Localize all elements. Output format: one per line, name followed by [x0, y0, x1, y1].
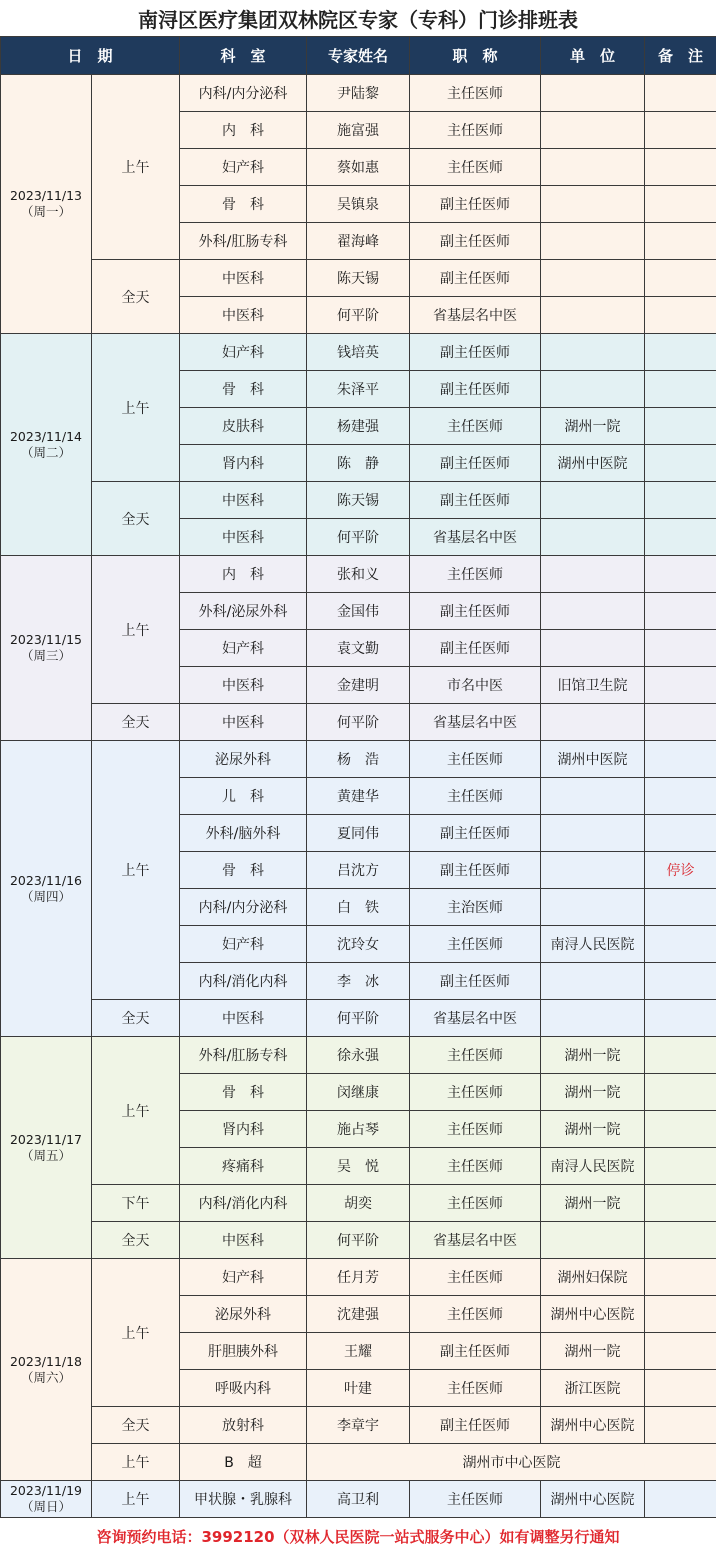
doctor-title-cell: 省基层名中医: [410, 519, 541, 556]
unit-cell: 湖州妇保院: [541, 1259, 645, 1296]
weekday-text: （周三）: [1, 648, 91, 664]
dept-cell: 泌尿外科: [180, 1296, 307, 1333]
dept-cell: 外科/脑外科: [180, 815, 307, 852]
doctor-title-cell: 主任医师: [410, 1037, 541, 1074]
dept-cell: 内科/内分泌科: [180, 889, 307, 926]
date-text: 2023/11/17: [1, 1132, 91, 1148]
unit-cell: 湖州一院: [541, 1185, 645, 1222]
date-text: 2023/11/15: [1, 632, 91, 648]
note-cell: [645, 445, 716, 482]
doctor-title-cell: 副主任医师: [410, 445, 541, 482]
period-cell: 下午: [92, 1185, 180, 1222]
doctor-name-cell: 何平阶: [307, 297, 410, 334]
doctor-title-cell: 主任医师: [410, 408, 541, 445]
weekday-text: （周五）: [1, 1148, 91, 1164]
doctor-name-cell: 高卫利: [307, 1481, 410, 1518]
doctor-name-cell: 何平阶: [307, 1000, 410, 1037]
note-cell: [645, 371, 716, 408]
dept-cell: 肾内科: [180, 445, 307, 482]
dept-cell: 中医科: [180, 704, 307, 741]
unit-cell: 湖州中心医院: [541, 1481, 645, 1518]
dept-cell: 内科/消化内科: [180, 963, 307, 1000]
dept-cell: 妇产科: [180, 149, 307, 186]
doctor-title-cell: 省基层名中医: [410, 704, 541, 741]
note-cell: [645, 1296, 716, 1333]
doctor-name-cell: 杨 浩: [307, 741, 410, 778]
doctor-name-cell: 金建明: [307, 667, 410, 704]
dept-cell: 中医科: [180, 667, 307, 704]
unit-cell: 湖州一院: [541, 408, 645, 445]
doctor-title-cell: 主任医师: [410, 1074, 541, 1111]
doctor-name-cell: 何平阶: [307, 704, 410, 741]
unit-cell: 湖州中医院: [541, 741, 645, 778]
schedule-row: [1, 556, 716, 593]
note-cell: [645, 334, 716, 371]
doctor-name-cell: 吴镇泉: [307, 186, 410, 223]
unit-cell: [541, 75, 645, 112]
header-note: 备 注: [645, 37, 716, 75]
dept-cell: B 超: [180, 1444, 307, 1481]
dept-cell: 放射科: [180, 1407, 307, 1444]
dept-cell: 甲状腺・乳腺科: [180, 1481, 307, 1518]
period-cell: 上午: [92, 1444, 180, 1481]
header-row: [1, 37, 716, 75]
doctor-title-cell: 省基层名中医: [410, 1222, 541, 1259]
note-cell: [645, 667, 716, 704]
unit-cell: 湖州中医院: [541, 445, 645, 482]
note-cell: [645, 889, 716, 926]
unit-cell: 南浔人民医院: [541, 926, 645, 963]
doctor-title-cell: 副主任医师: [410, 593, 541, 630]
schedule-row: [1, 482, 716, 519]
schedule-row: [1, 75, 716, 112]
dept-cell: 中医科: [180, 1000, 307, 1037]
unit-cell: 湖州一院: [541, 1111, 645, 1148]
unit-cell: [541, 1222, 645, 1259]
doctor-title-cell: 副主任医师: [410, 186, 541, 223]
unit-cell: 湖州中心医院: [541, 1407, 645, 1444]
doctor-title-cell: 主治医师: [410, 889, 541, 926]
doctor-name-cell: 沈玲女: [307, 926, 410, 963]
note-cell: [645, 1148, 716, 1185]
note-cell: [645, 1074, 716, 1111]
schedule-row: [1, 1481, 716, 1518]
doctor-title-cell: 副主任医师: [410, 963, 541, 1000]
note-cell: [645, 1111, 716, 1148]
doctor-name-cell: 张和义: [307, 556, 410, 593]
schedule-row: [1, 741, 716, 778]
header-title: 职 称: [410, 37, 541, 75]
unit-cell: 湖州一院: [541, 1074, 645, 1111]
note-cell: [645, 556, 716, 593]
header-name: 专家姓名: [307, 37, 410, 75]
period-cell: 全天: [92, 704, 180, 741]
unit-cell: 湖州中心医院: [541, 1296, 645, 1333]
doctor-name-cell: 李章宇: [307, 1407, 410, 1444]
period-cell: 上午: [92, 334, 180, 482]
dept-cell: 内科/消化内科: [180, 1185, 307, 1222]
dept-cell: 骨 科: [180, 852, 307, 889]
dept-cell: 中医科: [180, 519, 307, 556]
note-cell: 停诊: [645, 852, 716, 889]
schedule-row: [1, 260, 716, 297]
doctor-name-cell: 徐永强: [307, 1037, 410, 1074]
schedule-row: [1, 1037, 716, 1074]
doctor-title-cell: 副主任医师: [410, 815, 541, 852]
dept-cell: 肾内科: [180, 1111, 307, 1148]
dept-cell: 妇产科: [180, 334, 307, 371]
date-cell: [1, 1481, 92, 1518]
dept-cell: 外科/泌尿外科: [180, 593, 307, 630]
doctor-name-cell: 夏同伟: [307, 815, 410, 852]
date-text: 2023/11/16: [1, 873, 91, 889]
date-cell: [1, 741, 92, 1037]
doctor-name-cell: 吕沈方: [307, 852, 410, 889]
date-cell: [1, 1259, 92, 1481]
dept-cell: 外科/肛肠专科: [180, 223, 307, 260]
weekday-text: （周六）: [1, 1370, 91, 1386]
unit-cell: [541, 556, 645, 593]
header-date: 日 期: [1, 37, 180, 75]
note-cell: [645, 149, 716, 186]
doctor-name-cell: 白 铁: [307, 889, 410, 926]
unit-cell: [541, 334, 645, 371]
note-cell: [645, 1333, 716, 1370]
note-cell: [645, 741, 716, 778]
doctor-name-cell: 袁文勤: [307, 630, 410, 667]
doctor-name-cell: 闵继康: [307, 1074, 410, 1111]
doctor-title-cell: 主任医师: [410, 1370, 541, 1407]
weekday-text: （周二）: [1, 445, 91, 461]
unit-cell: [541, 149, 645, 186]
dept-cell: 妇产科: [180, 630, 307, 667]
doctor-title-cell: 副主任医师: [410, 1407, 541, 1444]
dept-cell: 妇产科: [180, 1259, 307, 1296]
dept-cell: 泌尿外科: [180, 741, 307, 778]
note-cell: [645, 186, 716, 223]
schedule-row: [1, 704, 716, 741]
period-cell: 上午: [92, 1259, 180, 1407]
doctor-title-cell: 主任医师: [410, 1259, 541, 1296]
doctor-title-cell: 省基层名中医: [410, 297, 541, 334]
unit-cell: [541, 371, 645, 408]
doctor-name-cell: 李 冰: [307, 963, 410, 1000]
doctor-name-cell: 钱培英: [307, 334, 410, 371]
unit-cell: [541, 593, 645, 630]
doctor-title-cell: 主任医师: [410, 1111, 541, 1148]
date-text: 2023/11/14: [1, 429, 91, 445]
doctor-name-cell: 任月芳: [307, 1259, 410, 1296]
period-cell: 上午: [92, 75, 180, 260]
date-cell: [1, 334, 92, 556]
date-text: 2023/11/13: [1, 188, 91, 204]
doctor-title-cell: 副主任医师: [410, 482, 541, 519]
note-cell: [645, 1370, 716, 1407]
schedule-row: [1, 1222, 716, 1259]
note-cell: [645, 408, 716, 445]
doctor-name-cell: 杨建强: [307, 408, 410, 445]
note-cell: [645, 1259, 716, 1296]
doctor-title-cell: 主任医师: [410, 778, 541, 815]
note-cell: [645, 112, 716, 149]
period-cell: 上午: [92, 1481, 180, 1518]
dept-cell: 骨 科: [180, 371, 307, 408]
doctor-name-cell: 施富强: [307, 112, 410, 149]
doctor-name-cell: 陈 静: [307, 445, 410, 482]
note-cell: [645, 223, 716, 260]
dept-cell: 肝胆胰外科: [180, 1333, 307, 1370]
note-cell: [645, 1037, 716, 1074]
doctor-name-cell: 金国伟: [307, 593, 410, 630]
note-cell: [645, 1222, 716, 1259]
unit-cell: [541, 852, 645, 889]
unit-cell: 旧馆卫生院: [541, 667, 645, 704]
unit-cell: [541, 112, 645, 149]
footer-notice: 咨询预约电话：3992120（双林人民医院一站式服务中心）如有调整另行通知: [0, 1518, 716, 1558]
unit-cell: [541, 186, 645, 223]
note-cell: [645, 1000, 716, 1037]
doctor-title-cell: 副主任医师: [410, 852, 541, 889]
header-unit: 单 位: [541, 37, 645, 75]
unit-cell: [541, 260, 645, 297]
note-cell: [645, 1481, 716, 1518]
schedule-table: [0, 36, 716, 1518]
schedule-row: [1, 1444, 716, 1481]
unit-cell: [541, 519, 645, 556]
date-cell: [1, 75, 92, 334]
schedule-row: [1, 1185, 716, 1222]
doctor-title-cell: 主任医师: [410, 1481, 541, 1518]
note-cell: [645, 778, 716, 815]
doctor-name-cell: 尹陆黎: [307, 75, 410, 112]
doctor-name-cell: 何平阶: [307, 1222, 410, 1259]
unit-cell: [541, 704, 645, 741]
doctor-title-cell: 副主任医师: [410, 260, 541, 297]
doctor-title-cell: 主任医师: [410, 741, 541, 778]
weekday-text: （周四）: [1, 889, 91, 905]
date-text: 2023/11/19: [1, 1483, 91, 1499]
period-cell: 上午: [92, 556, 180, 704]
period-cell: 全天: [92, 260, 180, 334]
dept-cell: 中医科: [180, 1222, 307, 1259]
dept-cell: 外科/肛肠专科: [180, 1037, 307, 1074]
unit-cell: 湖州一院: [541, 1333, 645, 1370]
note-cell: [645, 482, 716, 519]
dept-cell: 骨 科: [180, 1074, 307, 1111]
doctor-title-cell: 主任医师: [410, 75, 541, 112]
unit-cell: [541, 297, 645, 334]
doctor-title-cell: 副主任医师: [410, 630, 541, 667]
doctor-name-cell: 胡奕: [307, 1185, 410, 1222]
note-cell: [645, 1407, 716, 1444]
dept-cell: 中医科: [180, 482, 307, 519]
doctor-title-cell: 主任医师: [410, 1296, 541, 1333]
doctor-title-cell: 省基层名中医: [410, 1000, 541, 1037]
doctor-name-cell: 陈天锡: [307, 482, 410, 519]
note-cell: [645, 260, 716, 297]
note-cell: [645, 630, 716, 667]
doctor-title-cell: 副主任医师: [410, 1333, 541, 1370]
note-cell: [645, 593, 716, 630]
note-cell: [645, 75, 716, 112]
date-cell: [1, 556, 92, 741]
doctor-name-cell: 翟海峰: [307, 223, 410, 260]
schedule-row: [1, 334, 716, 371]
header-dept: 科 室: [180, 37, 307, 75]
dept-cell: 骨 科: [180, 186, 307, 223]
dept-cell: 中医科: [180, 260, 307, 297]
doctor-name-cell: 施占琴: [307, 1111, 410, 1148]
weekday-text: （周日）: [1, 1499, 91, 1515]
schedule-row: [1, 1000, 716, 1037]
doctor-title-cell: 主任医师: [410, 1148, 541, 1185]
doctor-title-cell: 主任医师: [410, 112, 541, 149]
unit-cell: [541, 1000, 645, 1037]
doctor-title-cell: 副主任医师: [410, 371, 541, 408]
unit-cell: 南浔人民医院: [541, 1148, 645, 1185]
doctor-title-cell: 主任医师: [410, 149, 541, 186]
unit-cell: 湖州一院: [541, 1037, 645, 1074]
doctor-name-cell: 叶建: [307, 1370, 410, 1407]
dept-cell: 内 科: [180, 112, 307, 149]
doctor-name-cell: 朱泽平: [307, 371, 410, 408]
dept-cell: 内 科: [180, 556, 307, 593]
note-cell: [645, 519, 716, 556]
note-cell: [645, 297, 716, 334]
date-text: 2023/11/18: [1, 1354, 91, 1370]
doctor-title-cell: 副主任医师: [410, 334, 541, 371]
note-cell: [645, 963, 716, 1000]
weekday-text: （周一）: [1, 204, 91, 220]
doctor-name-cell: 吴 悦: [307, 1148, 410, 1185]
dept-cell: 中医科: [180, 297, 307, 334]
doctor-title-cell: 主任医师: [410, 1185, 541, 1222]
period-cell: 全天: [92, 1000, 180, 1037]
doctor-name-cell: 蔡如惠: [307, 149, 410, 186]
doctor-name-cell: 黄建华: [307, 778, 410, 815]
unit-cell: [541, 815, 645, 852]
note-cell: [645, 1185, 716, 1222]
doctor-title-cell: 副主任医师: [410, 223, 541, 260]
unit-cell: [541, 223, 645, 260]
page-title: 南浔区医疗集团双林院区专家（专科）门诊排班表: [0, 0, 716, 36]
doctor-name-cell: 王耀: [307, 1333, 410, 1370]
period-cell: 上午: [92, 741, 180, 1000]
unit-cell: [541, 482, 645, 519]
doctor-name-cell: 沈建强: [307, 1296, 410, 1333]
dept-cell: 妇产科: [180, 926, 307, 963]
unit-cell: 浙江医院: [541, 1370, 645, 1407]
merged-unit-cell: 湖州市中心医院: [307, 1444, 716, 1481]
doctor-title-cell: 市名中医: [410, 667, 541, 704]
doctor-name-cell: 陈天锡: [307, 260, 410, 297]
unit-cell: [541, 889, 645, 926]
dept-cell: 皮肤科: [180, 408, 307, 445]
schedule-row: [1, 1259, 716, 1296]
date-cell: [1, 1037, 92, 1259]
dept-cell: 内科/内分泌科: [180, 75, 307, 112]
unit-cell: [541, 963, 645, 1000]
schedule-row: [1, 1407, 716, 1444]
doctor-title-cell: 主任医师: [410, 556, 541, 593]
unit-cell: [541, 630, 645, 667]
note-cell: [645, 704, 716, 741]
dept-cell: 呼吸内科: [180, 1370, 307, 1407]
note-cell: [645, 926, 716, 963]
dept-cell: 疼痛科: [180, 1148, 307, 1185]
period-cell: 上午: [92, 1037, 180, 1185]
doctor-title-cell: 主任医师: [410, 926, 541, 963]
period-cell: 全天: [92, 1222, 180, 1259]
doctor-name-cell: 何平阶: [307, 519, 410, 556]
period-cell: 全天: [92, 1407, 180, 1444]
dept-cell: 儿 科: [180, 778, 307, 815]
note-cell: [645, 815, 716, 852]
period-cell: 全天: [92, 482, 180, 556]
unit-cell: [541, 778, 645, 815]
